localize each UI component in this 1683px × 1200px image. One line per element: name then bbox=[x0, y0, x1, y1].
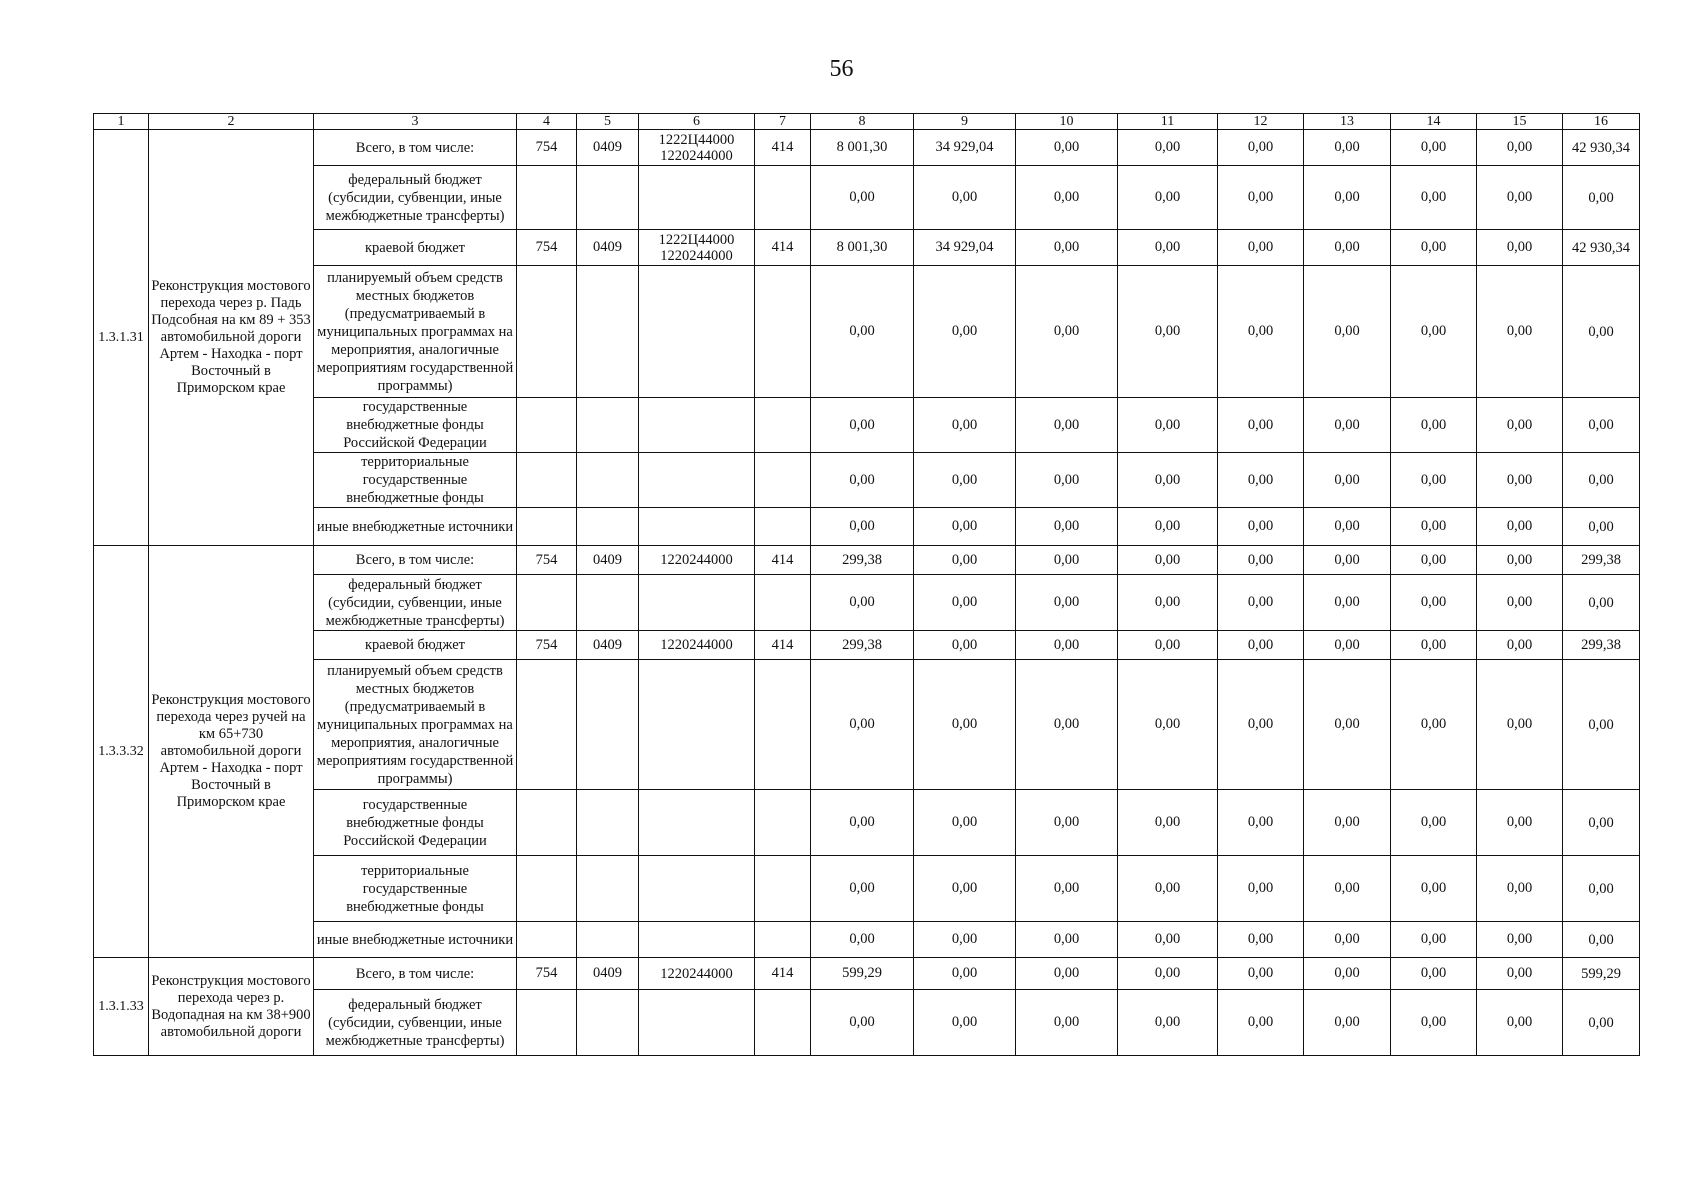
cell-col5 bbox=[577, 398, 639, 453]
column-header: 3 bbox=[314, 114, 517, 130]
cell-col7: 414 bbox=[755, 230, 811, 266]
value-cell: 0,00 bbox=[1118, 266, 1218, 398]
value-cell: 0,00 bbox=[1391, 990, 1477, 1056]
cell-col7 bbox=[755, 575, 811, 631]
value-cell: 0,00 bbox=[1118, 856, 1218, 922]
cell-col7 bbox=[755, 266, 811, 398]
value-cell: 0,00 bbox=[1391, 856, 1477, 922]
value-cell: 0,00 bbox=[1477, 453, 1563, 508]
table-row bbox=[94, 130, 1640, 166]
table-row bbox=[94, 922, 1640, 958]
value-cell: 0,00 bbox=[1016, 856, 1118, 922]
cell-col6 bbox=[639, 398, 755, 453]
value-cell: 0,00 bbox=[1304, 508, 1391, 546]
value-cell: 0,00 bbox=[1477, 266, 1563, 398]
value-cell: 0,00 bbox=[1304, 453, 1391, 508]
value-cell: 0,00 bbox=[1477, 958, 1563, 990]
value-cell: 0,00 bbox=[1304, 266, 1391, 398]
cell-col7 bbox=[755, 453, 811, 508]
value-cell: 0,00 bbox=[1391, 266, 1477, 398]
funding-source: Всего, в том числе: bbox=[314, 130, 517, 166]
value-cell: 0,00 bbox=[1118, 958, 1218, 990]
value-cell: 0,00 bbox=[1118, 230, 1218, 266]
value-cell: 0,00 bbox=[914, 922, 1016, 958]
cell-col4 bbox=[517, 266, 577, 398]
value-cell: 0,00 bbox=[811, 508, 914, 546]
table-row bbox=[94, 660, 1640, 790]
value-cell: 0,00 bbox=[1118, 922, 1218, 958]
value-cell: 0,00 bbox=[1016, 546, 1118, 575]
value-cell: 0,00 bbox=[914, 660, 1016, 790]
funding-source: краевой бюджет bbox=[314, 631, 517, 660]
value-cell: 0,00 bbox=[1304, 922, 1391, 958]
value-cell: 34 929,04 bbox=[914, 230, 1016, 266]
cell-col6 bbox=[639, 856, 755, 922]
cell-col4 bbox=[517, 575, 577, 631]
value-cell: 0,00 bbox=[1304, 631, 1391, 660]
cell-col4 bbox=[517, 856, 577, 922]
cell-col7: 414 bbox=[755, 546, 811, 575]
cell-col5 bbox=[577, 922, 639, 958]
cell-col6 bbox=[639, 660, 755, 790]
value-cell: 0,00 bbox=[1218, 958, 1304, 990]
cell-col4: 754 bbox=[517, 958, 577, 990]
value-cell: 0,00 bbox=[1477, 575, 1563, 631]
column-header-row bbox=[94, 114, 1640, 130]
funding-source: государственные внебюджетные фонды Российской Федерации bbox=[314, 398, 517, 453]
column-header: 13 bbox=[1304, 114, 1391, 130]
value-cell: 599,29 bbox=[1563, 958, 1640, 990]
value-cell: 0,00 bbox=[811, 790, 914, 856]
cell-col5: 0409 bbox=[577, 958, 639, 990]
item-name: Реконструкция мостового перехода через ручей на км 65+730 автомобильной дороги Артем - Находка - порт Восточный в Приморском крае bbox=[149, 546, 314, 958]
cell-col4 bbox=[517, 166, 577, 230]
cell-col5 bbox=[577, 266, 639, 398]
value-cell: 0,00 bbox=[914, 453, 1016, 508]
value-cell: 0,00 bbox=[1016, 922, 1118, 958]
cell-col6 bbox=[639, 166, 755, 230]
value-cell: 0,00 bbox=[1118, 453, 1218, 508]
cell-col7 bbox=[755, 922, 811, 958]
cell-col6: 1220244000 bbox=[639, 958, 755, 990]
value-cell: 0,00 bbox=[914, 575, 1016, 631]
value-cell: 0,00 bbox=[1218, 990, 1304, 1056]
cell-col4 bbox=[517, 508, 577, 546]
table-row bbox=[94, 631, 1640, 660]
value-cell: 34 929,04 bbox=[914, 130, 1016, 166]
cell-col5: 0409 bbox=[577, 130, 639, 166]
value-cell: 0,00 bbox=[1391, 453, 1477, 508]
value-cell: 0,00 bbox=[1477, 230, 1563, 266]
value-cell: 0,00 bbox=[1563, 990, 1640, 1056]
column-header: 16 bbox=[1563, 114, 1640, 130]
funding-source: планируемый объем средств местных бюджетов (предусматриваемый в муниципальных программах на мероприятия, аналогичные мероприятиям государственной программы) bbox=[314, 266, 517, 398]
value-cell: 0,00 bbox=[1118, 575, 1218, 631]
value-cell: 0,00 bbox=[811, 660, 914, 790]
funding-source: иные внебюджетные источники bbox=[314, 922, 517, 958]
value-cell: 0,00 bbox=[1304, 130, 1391, 166]
table-row bbox=[94, 990, 1640, 1056]
funding-source: федеральный бюджет (субсидии, субвенции, иные межбюджетные трансферты) bbox=[314, 990, 517, 1056]
value-cell: 0,00 bbox=[1563, 575, 1640, 631]
cell-col7: 414 bbox=[755, 130, 811, 166]
item-name: Реконструкция мостового перехода через р. Падь Подсобная на км 89 + 353 автомобильной дороги Артем - Находка - порт Восточный в Приморском крае bbox=[149, 130, 314, 546]
value-cell: 0,00 bbox=[1563, 398, 1640, 453]
value-cell: 0,00 bbox=[1563, 266, 1640, 398]
cell-col6 bbox=[639, 790, 755, 856]
value-cell: 0,00 bbox=[1304, 546, 1391, 575]
value-cell: 0,00 bbox=[1218, 922, 1304, 958]
column-header: 7 bbox=[755, 114, 811, 130]
cell-col6 bbox=[639, 922, 755, 958]
value-cell: 0,00 bbox=[1016, 990, 1118, 1056]
value-cell: 0,00 bbox=[1016, 508, 1118, 546]
value-cell: 0,00 bbox=[1118, 166, 1218, 230]
value-cell: 0,00 bbox=[1304, 660, 1391, 790]
value-cell: 0,00 bbox=[1118, 660, 1218, 790]
value-cell: 0,00 bbox=[1016, 266, 1118, 398]
item-name: Реконструкция мостового перехода через р. Водопадная на км 38+900 автомобильной дороги bbox=[149, 958, 314, 1056]
value-cell: 0,00 bbox=[1391, 166, 1477, 230]
value-cell: 0,00 bbox=[914, 266, 1016, 398]
value-cell: 0,00 bbox=[1477, 990, 1563, 1056]
value-cell: 8 001,30 bbox=[811, 230, 914, 266]
cell-col5 bbox=[577, 990, 639, 1056]
value-cell: 0,00 bbox=[1016, 790, 1118, 856]
value-cell: 0,00 bbox=[811, 575, 914, 631]
table-row bbox=[94, 790, 1640, 856]
value-cell: 0,00 bbox=[1477, 922, 1563, 958]
value-cell: 0,00 bbox=[1218, 631, 1304, 660]
value-cell: 0,00 bbox=[1118, 990, 1218, 1056]
value-cell: 0,00 bbox=[1218, 508, 1304, 546]
value-cell: 0,00 bbox=[1304, 990, 1391, 1056]
value-cell: 0,00 bbox=[811, 856, 914, 922]
cell-col7: 414 bbox=[755, 631, 811, 660]
column-header: 12 bbox=[1218, 114, 1304, 130]
table-row bbox=[94, 398, 1640, 453]
cell-col6 bbox=[639, 508, 755, 546]
value-cell: 0,00 bbox=[1563, 790, 1640, 856]
table-row bbox=[94, 508, 1640, 546]
value-cell: 599,29 bbox=[811, 958, 914, 990]
value-cell: 0,00 bbox=[914, 508, 1016, 546]
cell-col6: 1222Ц44000 1220244000 bbox=[639, 230, 755, 266]
value-cell: 299,38 bbox=[811, 631, 914, 660]
cell-col5: 0409 bbox=[577, 230, 639, 266]
cell-col6 bbox=[639, 266, 755, 398]
value-cell: 299,38 bbox=[1563, 546, 1640, 575]
value-cell: 0,00 bbox=[914, 631, 1016, 660]
value-cell: 0,00 bbox=[1304, 790, 1391, 856]
value-cell: 0,00 bbox=[1477, 398, 1563, 453]
value-cell: 0,00 bbox=[1391, 660, 1477, 790]
cell-col5 bbox=[577, 508, 639, 546]
item-number: 1.3.1.33 bbox=[94, 958, 149, 1056]
column-header: 1 bbox=[94, 114, 149, 130]
value-cell: 0,00 bbox=[1477, 790, 1563, 856]
value-cell: 0,00 bbox=[1477, 546, 1563, 575]
table-row bbox=[94, 575, 1640, 631]
value-cell: 0,00 bbox=[1118, 508, 1218, 546]
cell-col4 bbox=[517, 660, 577, 790]
value-cell: 0,00 bbox=[1218, 546, 1304, 575]
table-row bbox=[94, 166, 1640, 230]
value-cell: 0,00 bbox=[1218, 398, 1304, 453]
value-cell: 0,00 bbox=[1218, 790, 1304, 856]
value-cell: 0,00 bbox=[1016, 660, 1118, 790]
value-cell: 0,00 bbox=[1304, 398, 1391, 453]
cell-col5: 0409 bbox=[577, 546, 639, 575]
value-cell: 0,00 bbox=[1218, 453, 1304, 508]
value-cell: 0,00 bbox=[1563, 856, 1640, 922]
value-cell: 0,00 bbox=[1304, 166, 1391, 230]
value-cell: 0,00 bbox=[1218, 130, 1304, 166]
value-cell: 0,00 bbox=[1477, 508, 1563, 546]
value-cell: 0,00 bbox=[1391, 398, 1477, 453]
value-cell: 0,00 bbox=[1391, 631, 1477, 660]
column-header: 6 bbox=[639, 114, 755, 130]
value-cell: 0,00 bbox=[811, 453, 914, 508]
cell-col4 bbox=[517, 790, 577, 856]
value-cell: 0,00 bbox=[1118, 130, 1218, 166]
cell-col4 bbox=[517, 990, 577, 1056]
column-header: 9 bbox=[914, 114, 1016, 130]
value-cell: 0,00 bbox=[811, 266, 914, 398]
value-cell: 0,00 bbox=[1391, 546, 1477, 575]
value-cell: 0,00 bbox=[1391, 230, 1477, 266]
column-header: 15 bbox=[1477, 114, 1563, 130]
value-cell: 0,00 bbox=[1218, 660, 1304, 790]
cell-col7 bbox=[755, 790, 811, 856]
column-header: 2 bbox=[149, 114, 314, 130]
value-cell: 0,00 bbox=[1016, 230, 1118, 266]
value-cell: 0,00 bbox=[1563, 660, 1640, 790]
column-header: 11 bbox=[1118, 114, 1218, 130]
value-cell: 0,00 bbox=[1563, 922, 1640, 958]
funding-source: территориальные государственные внебюджетные фонды bbox=[314, 856, 517, 922]
cell-col5 bbox=[577, 660, 639, 790]
funding-source: краевой бюджет bbox=[314, 230, 517, 266]
cell-col7 bbox=[755, 166, 811, 230]
value-cell: 0,00 bbox=[811, 398, 914, 453]
funding-source: федеральный бюджет (субсидии, субвенции, иные межбюджетные трансферты) bbox=[314, 575, 517, 631]
cell-col7 bbox=[755, 508, 811, 546]
cell-col6: 1222Ц44000 1220244000 bbox=[639, 130, 755, 166]
value-cell: 0,00 bbox=[914, 856, 1016, 922]
value-cell: 0,00 bbox=[811, 166, 914, 230]
cell-col7 bbox=[755, 660, 811, 790]
value-cell: 0,00 bbox=[1477, 660, 1563, 790]
table-row bbox=[94, 958, 1640, 990]
value-cell: 42 930,34 bbox=[1563, 230, 1640, 266]
value-cell: 0,00 bbox=[1563, 166, 1640, 230]
funding-source: иные внебюджетные источники bbox=[314, 508, 517, 546]
value-cell: 0,00 bbox=[1304, 230, 1391, 266]
value-cell: 0,00 bbox=[1563, 508, 1640, 546]
value-cell: 0,00 bbox=[1016, 130, 1118, 166]
cell-col6: 1220244000 bbox=[639, 546, 755, 575]
value-cell: 0,00 bbox=[1304, 958, 1391, 990]
value-cell: 0,00 bbox=[1118, 398, 1218, 453]
value-cell: 0,00 bbox=[1016, 631, 1118, 660]
cell-col6 bbox=[639, 990, 755, 1056]
value-cell: 0,00 bbox=[811, 922, 914, 958]
value-cell: 0,00 bbox=[914, 958, 1016, 990]
value-cell: 0,00 bbox=[1218, 266, 1304, 398]
table-row bbox=[94, 546, 1640, 575]
value-cell: 0,00 bbox=[914, 166, 1016, 230]
budget-table bbox=[93, 113, 1640, 1056]
cell-col7: 414 bbox=[755, 958, 811, 990]
value-cell: 0,00 bbox=[1391, 575, 1477, 631]
value-cell: 0,00 bbox=[914, 990, 1016, 1056]
value-cell: 0,00 bbox=[1477, 631, 1563, 660]
cell-col5 bbox=[577, 453, 639, 508]
value-cell: 0,00 bbox=[1016, 575, 1118, 631]
value-cell: 0,00 bbox=[1304, 856, 1391, 922]
value-cell: 0,00 bbox=[1304, 575, 1391, 631]
item-number: 1.3.1.31 bbox=[94, 130, 149, 546]
value-cell: 42 930,34 bbox=[1563, 130, 1640, 166]
value-cell: 0,00 bbox=[811, 990, 914, 1056]
cell-col5 bbox=[577, 166, 639, 230]
value-cell: 0,00 bbox=[1218, 856, 1304, 922]
funding-source: планируемый объем средств местных бюджетов (предусматриваемый в муниципальных программах на мероприятия, аналогичные мероприятиям государственной программы) bbox=[314, 660, 517, 790]
cell-col5 bbox=[577, 790, 639, 856]
value-cell: 0,00 bbox=[914, 790, 1016, 856]
funding-source: территориальные государственные внебюджетные фонды bbox=[314, 453, 517, 508]
funding-source: государственные внебюджетные фонды Российской Федерации bbox=[314, 790, 517, 856]
cell-col4 bbox=[517, 398, 577, 453]
cell-col5: 0409 bbox=[577, 631, 639, 660]
cell-col7 bbox=[755, 856, 811, 922]
column-header: 5 bbox=[577, 114, 639, 130]
value-cell: 0,00 bbox=[1016, 166, 1118, 230]
value-cell: 0,00 bbox=[1391, 958, 1477, 990]
page-number: 56 bbox=[829, 56, 854, 82]
value-cell: 0,00 bbox=[1563, 453, 1640, 508]
column-header: 14 bbox=[1391, 114, 1477, 130]
column-header: 4 bbox=[517, 114, 577, 130]
value-cell: 0,00 bbox=[1218, 230, 1304, 266]
value-cell: 0,00 bbox=[1391, 508, 1477, 546]
value-cell: 0,00 bbox=[1477, 130, 1563, 166]
value-cell: 0,00 bbox=[914, 546, 1016, 575]
value-cell: 0,00 bbox=[1118, 790, 1218, 856]
value-cell: 0,00 bbox=[1016, 958, 1118, 990]
cell-col4 bbox=[517, 922, 577, 958]
table-row bbox=[94, 230, 1640, 266]
funding-source: федеральный бюджет (субсидии, субвенции, иные межбюджетные трансферты) bbox=[314, 166, 517, 230]
value-cell: 0,00 bbox=[1218, 166, 1304, 230]
value-cell: 0,00 bbox=[1016, 453, 1118, 508]
cell-col6: 1220244000 bbox=[639, 631, 755, 660]
value-cell: 0,00 bbox=[1016, 398, 1118, 453]
cell-col7 bbox=[755, 990, 811, 1056]
value-cell: 299,38 bbox=[1563, 631, 1640, 660]
cell-col6 bbox=[639, 575, 755, 631]
cell-col5 bbox=[577, 856, 639, 922]
value-cell: 8 001,30 bbox=[811, 130, 914, 166]
value-cell: 299,38 bbox=[811, 546, 914, 575]
cell-col4: 754 bbox=[517, 546, 577, 575]
cell-col4 bbox=[517, 453, 577, 508]
cell-col7 bbox=[755, 398, 811, 453]
funding-source: Всего, в том числе: bbox=[314, 958, 517, 990]
table-row bbox=[94, 453, 1640, 508]
cell-col4: 754 bbox=[517, 130, 577, 166]
value-cell: 0,00 bbox=[1477, 856, 1563, 922]
cell-col4: 754 bbox=[517, 230, 577, 266]
value-cell: 0,00 bbox=[1391, 790, 1477, 856]
value-cell: 0,00 bbox=[1118, 631, 1218, 660]
item-number: 1.3.3.32 bbox=[94, 546, 149, 958]
column-header: 8 bbox=[811, 114, 914, 130]
cell-col5 bbox=[577, 575, 639, 631]
value-cell: 0,00 bbox=[1218, 575, 1304, 631]
column-header: 10 bbox=[1016, 114, 1118, 130]
table-row bbox=[94, 856, 1640, 922]
value-cell: 0,00 bbox=[914, 398, 1016, 453]
cell-col4: 754 bbox=[517, 631, 577, 660]
table-row bbox=[94, 266, 1640, 398]
cell-col6 bbox=[639, 453, 755, 508]
value-cell: 0,00 bbox=[1118, 546, 1218, 575]
funding-source: Всего, в том числе: bbox=[314, 546, 517, 575]
value-cell: 0,00 bbox=[1391, 922, 1477, 958]
value-cell: 0,00 bbox=[1391, 130, 1477, 166]
value-cell: 0,00 bbox=[1477, 166, 1563, 230]
